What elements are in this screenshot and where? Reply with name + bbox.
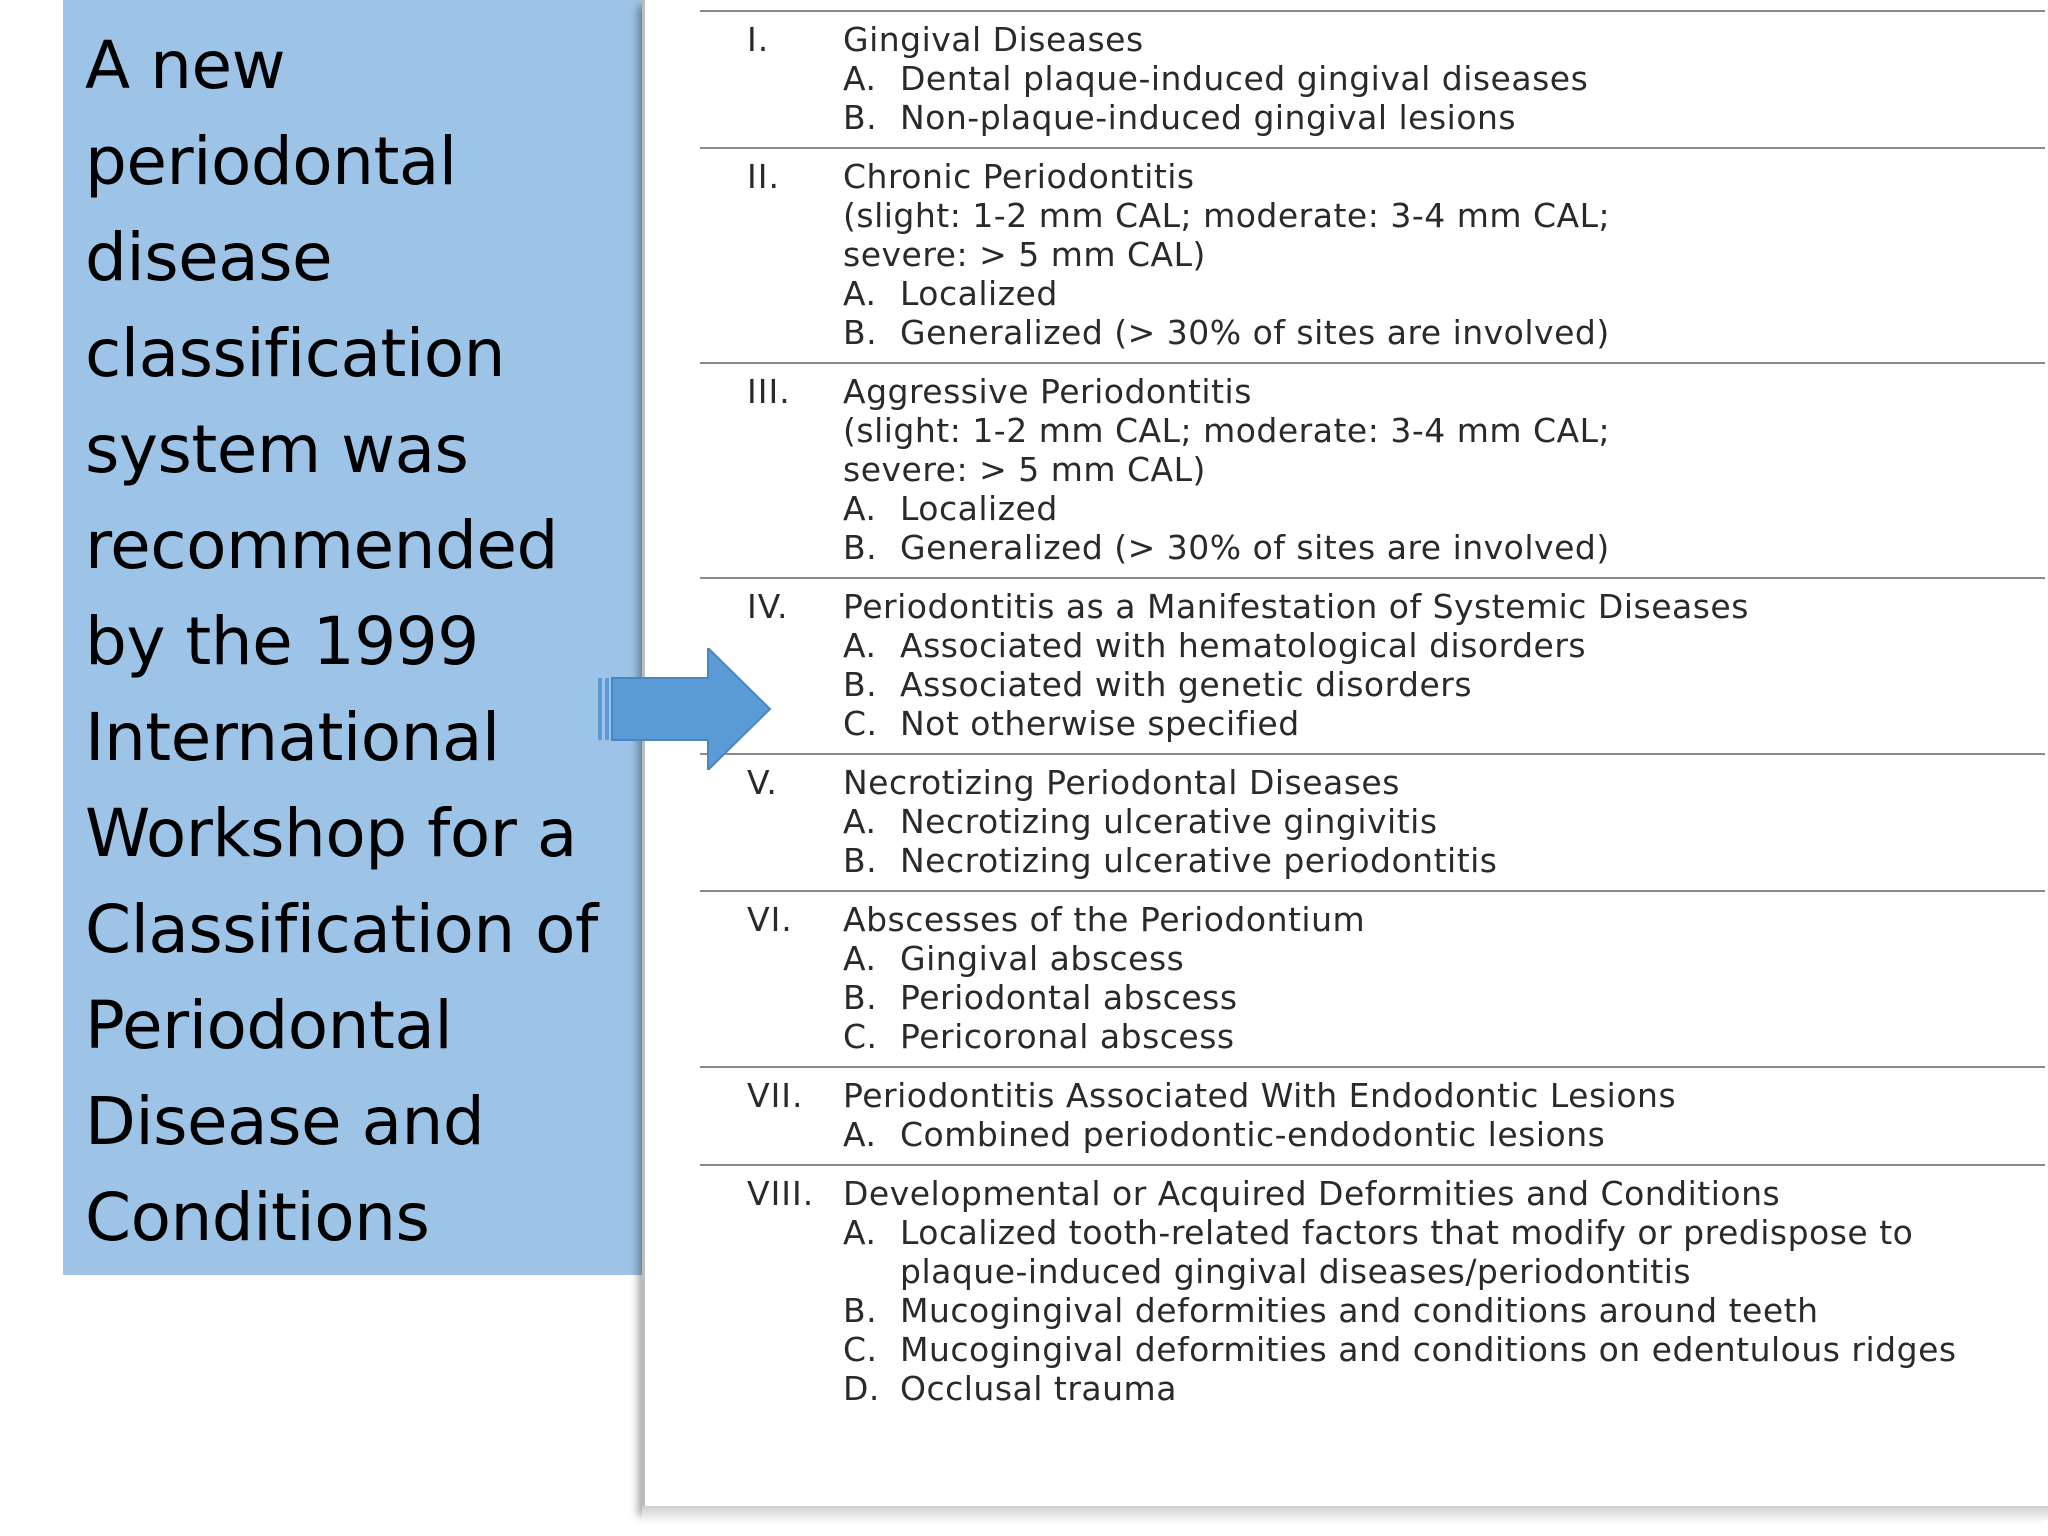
section-numeral: III. <box>747 372 791 411</box>
item-letter: D. <box>843 1369 880 1408</box>
item-text: Localized <box>900 274 1058 313</box>
item-text: Dental plaque-induced gingival diseases <box>900 59 1589 98</box>
section-heading <box>700 1076 2045 1115</box>
item-text: Occlusal trauma <box>900 1369 1177 1408</box>
table-section <box>700 753 2045 890</box>
classification-table <box>700 10 2045 1418</box>
caption-line: Disease and <box>85 1083 485 1160</box>
table-section <box>700 362 2045 577</box>
section-item <box>700 704 2045 743</box>
section-heading <box>700 587 2045 626</box>
section-item <box>700 59 2045 98</box>
section-title: Abscesses of the Periodontium <box>843 900 1366 939</box>
section-heading <box>700 372 2045 411</box>
section-item <box>700 802 2045 841</box>
item-text: Localized <box>900 489 1058 528</box>
item-text: Not otherwise specified <box>900 704 1300 743</box>
item-letter: A. <box>843 626 877 665</box>
item-text: Generalized (> 30% of sites are involved) <box>900 313 1610 352</box>
caption-line: Workshop for a <box>85 795 577 872</box>
item-text: Gingival abscess <box>900 939 1185 978</box>
section-title: Chronic Periodontitis <box>843 157 1195 196</box>
section-item <box>700 1330 2045 1369</box>
item-letter: C. <box>843 1017 878 1056</box>
section-note-line: (slight: 1-2 mm CAL; moderate: 3-4 mm CAL; <box>843 196 1611 235</box>
arrow-body <box>612 648 770 770</box>
item-text: Pericoronal abscess <box>900 1017 1235 1056</box>
item-text: Localized tooth-related factors that modify or predispose to plaque-induced gingival diseases/periodontitis <box>900 1213 1914 1291</box>
table-section <box>700 10 2045 147</box>
section-numeral: VI. <box>747 900 793 939</box>
section-note-line: (slight: 1-2 mm CAL; moderate: 3-4 mm CAL; <box>843 411 1611 450</box>
item-letter: A. <box>843 802 877 841</box>
section-item <box>700 528 2045 567</box>
arrow-tail-stripe <box>605 678 609 740</box>
section-item <box>700 978 2045 1017</box>
item-letter: B. <box>843 978 878 1017</box>
item-text: Periodontal abscess <box>900 978 1238 1017</box>
item-text: Mucogingival deformities and conditions on edentulous ridges <box>900 1330 1957 1369</box>
item-letter: B. <box>843 528 878 567</box>
caption-line: Conditions <box>85 1179 430 1256</box>
card-bottom-edge <box>642 1506 2048 1520</box>
section-item <box>700 489 2045 528</box>
section-heading <box>700 1174 2045 1213</box>
item-letter: B. <box>843 313 878 352</box>
section-item <box>700 1115 2045 1154</box>
caption-panel <box>63 0 648 1275</box>
section-title: Developmental or Acquired Deformities and Conditions <box>843 1174 1781 1213</box>
item-letter: B. <box>843 1291 878 1330</box>
section-item <box>700 1213 2045 1291</box>
caption-line: International <box>85 699 500 776</box>
section-title: Necrotizing Periodontal Diseases <box>843 763 1400 802</box>
caption-line: Classification of <box>85 891 598 968</box>
section-item <box>700 1017 2045 1056</box>
caption-line: classification <box>85 315 505 392</box>
caption-line: disease <box>85 219 333 296</box>
section-item <box>700 98 2045 137</box>
item-text: Necrotizing ulcerative gingivitis <box>900 802 1438 841</box>
section-title: Periodontitis as a Manifestation of Systemic Diseases <box>843 587 1749 626</box>
section-numeral: IV. <box>747 587 789 626</box>
item-letter: B. <box>843 98 878 137</box>
item-letter: B. <box>843 841 878 880</box>
section-item <box>700 939 2045 978</box>
caption-line: by the 1999 <box>85 603 479 680</box>
item-letter: C. <box>843 704 878 743</box>
item-letter: A. <box>843 1115 877 1154</box>
item-text: Necrotizing ulcerative periodontitis <box>900 841 1498 880</box>
section-heading <box>700 157 2045 196</box>
item-letter: A. <box>843 59 877 98</box>
caption-line: Periodontal <box>85 987 453 1064</box>
section-heading <box>700 20 2045 59</box>
section-heading <box>700 763 2045 802</box>
section-item <box>700 1369 2045 1408</box>
item-text: Non-plaque-induced gingival lesions <box>900 98 1517 137</box>
item-letter: A. <box>843 939 877 978</box>
table-section <box>700 1066 2045 1164</box>
section-numeral: VII. <box>747 1076 804 1115</box>
section-item <box>700 626 2045 665</box>
section-numeral: II. <box>747 157 780 196</box>
item-text: Generalized (> 30% of sites are involved) <box>900 528 1610 567</box>
item-text: Associated with hematological disorders <box>900 626 1587 665</box>
section-item <box>700 841 2045 880</box>
table-section <box>700 147 2045 362</box>
item-letter: B. <box>843 665 878 704</box>
section-note-line: severe: > 5 mm CAL) <box>843 235 1206 274</box>
caption-line: periodontal <box>85 123 457 200</box>
item-letter: A. <box>843 274 877 313</box>
caption-line: recommended <box>85 507 558 584</box>
section-item <box>700 313 2045 352</box>
section-heading <box>700 900 2045 939</box>
section-item <box>700 665 2045 704</box>
table-section <box>700 577 2045 753</box>
table-section <box>700 1164 2045 1418</box>
section-title: Gingival Diseases <box>843 20 1144 59</box>
section-item <box>700 1291 2045 1330</box>
section-note-line: severe: > 5 mm CAL) <box>843 450 1206 489</box>
section-item <box>700 274 2045 313</box>
item-text: Associated with genetic disorders <box>900 665 1473 704</box>
item-text: Combined periodontic-endodontic lesions <box>900 1115 1606 1154</box>
item-text: Mucogingival deformities and conditions around teeth <box>900 1291 1819 1330</box>
section-numeral: I. <box>747 20 770 59</box>
table-section <box>700 890 2045 1066</box>
caption-line: system was <box>85 411 469 488</box>
caption-line: A new <box>85 27 286 104</box>
arrow-tail-stripe <box>598 678 602 740</box>
right-arrow-icon <box>598 648 773 770</box>
item-letter: C. <box>843 1330 878 1369</box>
section-numeral: VIII. <box>747 1174 815 1213</box>
caption-text <box>85 18 648 1266</box>
section-title: Periodontitis Associated With Endodontic Lesions <box>843 1076 1677 1115</box>
section-numeral: V. <box>747 763 778 802</box>
section-title: Aggressive Periodontitis <box>843 372 1252 411</box>
classification-table-card <box>642 0 2048 1510</box>
item-letter: A. <box>843 1213 877 1252</box>
item-letter: A. <box>843 489 877 528</box>
